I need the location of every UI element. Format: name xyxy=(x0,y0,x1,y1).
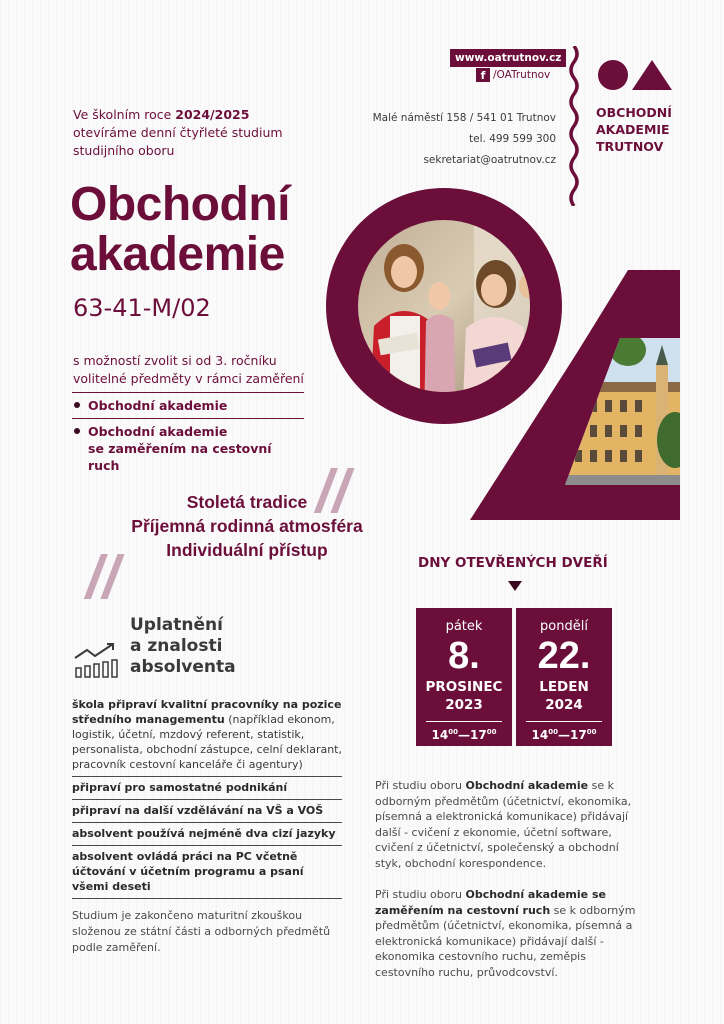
logo-text: OBCHODNÍ AKADEMIE TRUTNOV xyxy=(596,105,672,154)
list-item: absolvent používá nejméně dva cizí jazyky xyxy=(72,823,342,846)
quote-mark-icon: // xyxy=(316,458,350,525)
description-paragraph: Při studiu oboru Obchodní akademie se zaměřením na cestovní ruch se k odborným předmětům (účetnictví, ekonomika, písemná a elektronická komunikace) přidávají další - ekonomika cestovního ruchu, zeměpis cestovního ruchu, průvodcovství. xyxy=(375,888,636,979)
list-item: připraví pro samostatné podnikání xyxy=(72,777,342,800)
open-day-card: pátek 8. PROSINEC 2023 $14^{00}—17^{00}$ xyxy=(416,608,512,746)
contact-block xyxy=(373,108,556,171)
program-title: Obchodní akademie xyxy=(70,178,290,281)
school-logo-icon xyxy=(596,58,676,94)
facebook-link[interactable] xyxy=(476,68,550,82)
list-item: připraví na další vzdělávání na VŠ a VOŠ xyxy=(72,800,342,823)
open-day-card: pondělí 22. LEDEN 2024 $14^{00}—17^{00}$ xyxy=(516,608,612,746)
email-link[interactable]: sekretariat@oatrutnov.cz xyxy=(423,154,556,166)
list-item: absolvent ovládá práci na PC včetně účtování v účetním programu a psaní všemi deseti xyxy=(72,846,342,899)
school-year: 2024/2025 xyxy=(175,107,250,122)
website-link[interactable]: www.oatrutnov.cz xyxy=(450,49,566,67)
focus-list xyxy=(72,392,304,478)
facebook-handle: /OATrutnov xyxy=(493,69,551,81)
graduates-list xyxy=(72,694,342,899)
description-paragraph: Při studiu oboru Obchodní akademie se k odborným předmětům (účetnictví, ekonomika, písemná a elektronická komunikace) přidávají další - cvičení z ekonomie, účetní software, cvičení z účetnictví, společenský a obchodní styk, obchodní korespondence. xyxy=(375,779,632,870)
phone: tel. 499 599 300 xyxy=(469,133,556,145)
growth-chart-icon xyxy=(73,642,119,678)
claims: Stoletá tradice Příjemná rodinná atmosféra Individuální přístup xyxy=(131,492,363,560)
arrow-down-icon xyxy=(508,581,522,591)
open-days-title: DNY OTEVŘENÝCH DVEŘÍ xyxy=(418,555,608,571)
graduates-title: Uplatnění a znalosti absolventa xyxy=(130,615,236,677)
quote-mark-icon: // xyxy=(86,544,120,611)
program-description xyxy=(375,778,645,996)
focus-item: Obchodní akademie se zaměřením na cestovní ruch xyxy=(72,418,304,478)
focus-item: Obchodní akademie xyxy=(72,392,304,418)
graduation-note: Studium je zakončeno maturitní zkouškou složenou ze státní části a odborných předmětů podle zaměření. xyxy=(72,909,331,954)
address: Malé náměstí 158 / 541 01 Trutnov xyxy=(372,112,556,124)
intro-text: Ve školním roce 2024/2025 otevíráme denní čtyřleté studium studijního oboru xyxy=(73,107,283,158)
option-text: s možností zvolit si od 3. ročníku volitelné předměty v rámci zaměření xyxy=(73,353,304,386)
facebook-icon: f xyxy=(476,68,490,82)
school-building-triangle xyxy=(470,270,680,520)
program-code: 63-41-M/02 xyxy=(73,294,211,322)
list-item: škola připraví kvalitní pracovníky na pozice středního managementu (například ekonom, logistik, účetní, mzdový referent, statistik, personalista, obchodní zástupce, celní deklarant, pracovník cestovní kanceláře či agentury) xyxy=(72,694,342,777)
wavy-divider xyxy=(568,46,580,206)
